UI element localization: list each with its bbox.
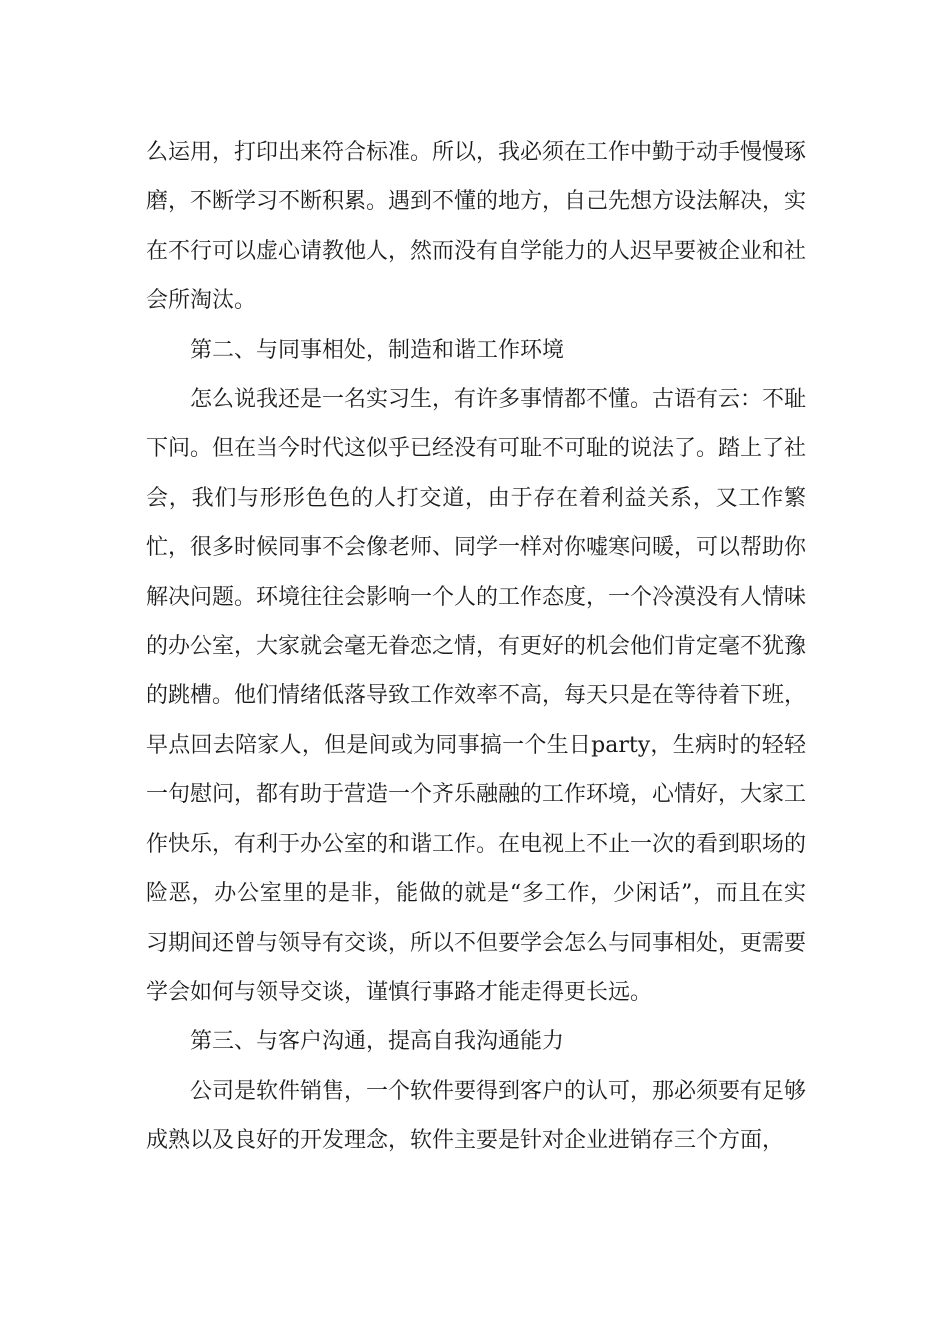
paragraph-colleagues: 怎么说我还是一名实习生，有许多事情都不懂。古语有云：不耻下问。但在当今时代这似乎已经没有可耻不可耻的说法了。踏上了社会，我们与形形色色的人打交道，由于存在着利益关系，又工作繁忙，很多时候同事不会像老师、同学一样对你嘘寒问暖，可以帮助你解决问题。环境往往会影响一个人的工作态度，一个冷漠没有人情味的办公室，大家就会毫无眷恋之情，有更好的机会他们肯定毫不犹豫的跳槽。他们情绪低落导致工作效率不高，每天只是在等待着下班，早点回去陪家人，但是间或为同事搞一个生日party，生病时的轻轻一句慰问，都有助于营造一个齐乐融融的工作环境，心情好，大家工作快乐，有利于办公室的和谐工作。在电视上不止一次的看到职场的险恶，办公室里的是非，能做的就是“多工作，少闲话”，而且在实习期间还曾与领导有交谈，所以不但要学会怎么与同事相处，更需要学会如何与领导交谈，谨慎行事路才能走得更长远。 <box>146 387 807 1005</box>
paragraph-continuation: 么运用，打印出来符合标准。所以，我必须在工作中勤于动手慢慢琢磨，不断学习不断积累。遇到不懂的地方，自己先想方设法解决，实在不行可以虚心请教他人，然而没有自学能力的人迟早要被企业和社会所淘汰。 <box>146 140 807 314</box>
section-heading-3: 第三、与客户沟通，提高自我沟通能力 <box>190 1029 565 1055</box>
paragraph-customers: 公司是软件销售，一个软件要得到客户的认可，那必须要有足够成熟以及良好的开发理念，软件主要是针对企业进销存三个方面， <box>146 1078 807 1154</box>
section-heading-2: 第二、与同事相处，制造和谐工作环境 <box>190 337 565 363</box>
document-body <box>146 128 806 1166</box>
